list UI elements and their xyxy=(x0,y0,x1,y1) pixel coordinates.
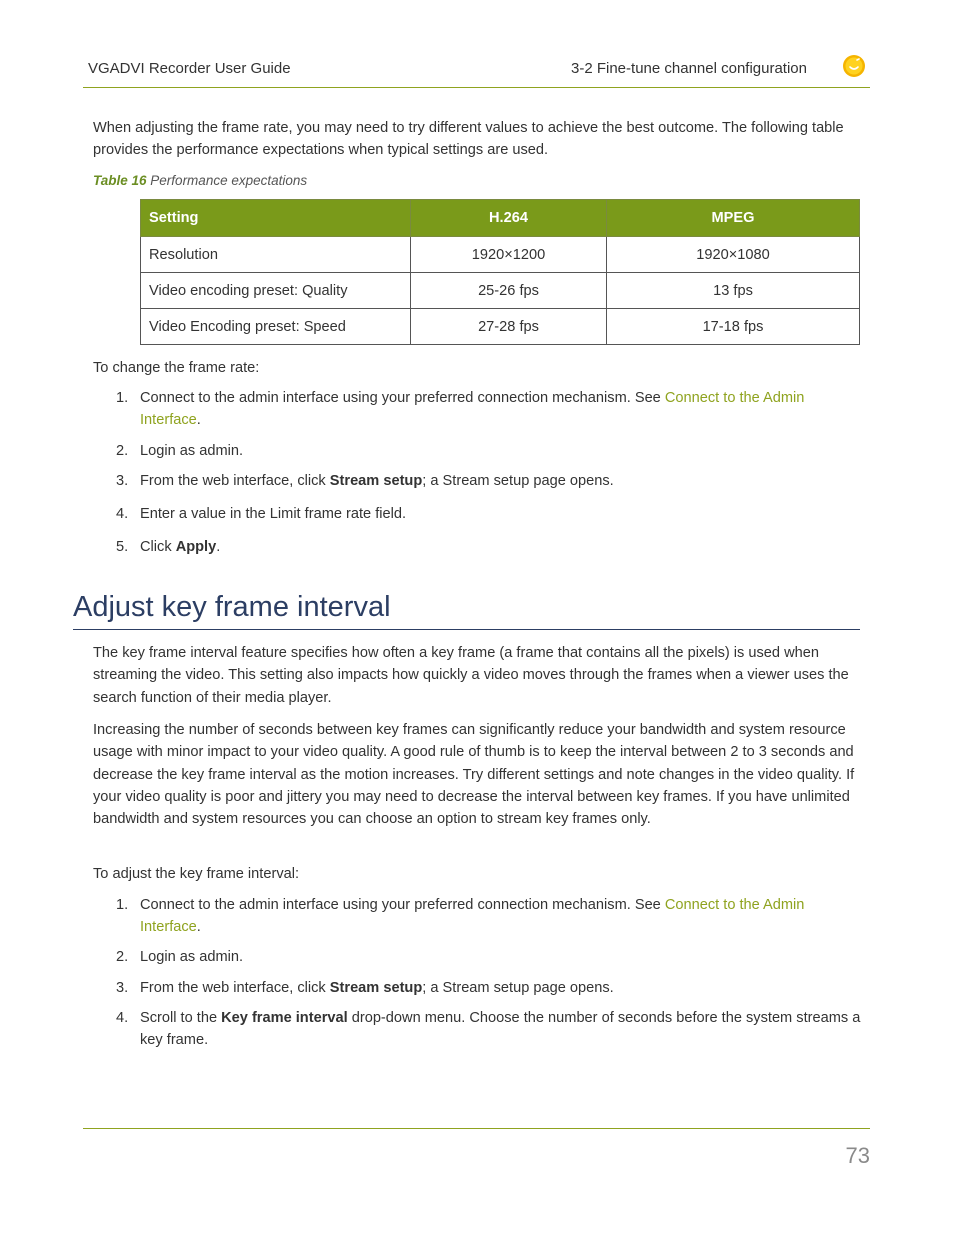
key-frame-step-1 xyxy=(116,894,861,939)
key-frame-step-2 xyxy=(116,946,861,968)
connect-admin-link[interactable]: Connect to the Admin Interface xyxy=(140,390,805,429)
table-header-row xyxy=(141,200,860,237)
step-number: 5. xyxy=(116,539,129,555)
table-cell: Video encoding preset: Quality xyxy=(141,273,411,309)
table-caption-label: Table 16 xyxy=(93,173,147,188)
table-cell: 27-28 fps xyxy=(411,309,607,345)
step-text-pre: From the web interface, click xyxy=(140,980,330,996)
step-text-post: ; a Stream setup page opens. xyxy=(422,473,614,489)
step-text-post: . xyxy=(216,539,221,555)
step-text-pre: From the web interface, click xyxy=(140,473,330,489)
step-number: 4. xyxy=(116,1010,129,1026)
intro-paragraph: When adjusting the frame rate, you may need to try different values to achieve the best outcome. The following table provides the performance expectations when typical settings are used. xyxy=(93,120,844,159)
table-caption xyxy=(93,173,307,188)
smiley-face-icon xyxy=(842,54,866,78)
table-cell: 25-26 fps xyxy=(411,273,607,309)
ui-term: Key frame interval xyxy=(221,1010,348,1026)
frame-rate-step-3 xyxy=(116,470,861,492)
performance-table xyxy=(140,199,860,345)
step-number: 3. xyxy=(116,473,129,489)
step-text xyxy=(140,1007,861,1052)
step-number: 2. xyxy=(116,949,129,965)
ui-term: Stream setup xyxy=(329,980,423,996)
table-cell: 13 fps xyxy=(607,273,860,309)
step-text: Login as admin. xyxy=(140,949,244,965)
step-text-post: . xyxy=(196,919,201,936)
table-row xyxy=(141,309,860,345)
step-text-post: drop-down menu. Choose the number of seconds before the system streams a key frame. xyxy=(140,1010,861,1049)
step-number: 1. xyxy=(116,390,129,406)
step-text xyxy=(140,470,861,492)
table-caption-text: Performance expectations xyxy=(150,173,308,188)
step-text xyxy=(140,387,861,432)
frame-rate-lead: To change the frame rate: xyxy=(93,360,260,376)
step-text xyxy=(140,536,861,558)
table-header-cell: MPEG xyxy=(607,200,860,237)
key-frame-paragraph-2: Increasing the number of seconds between key frames can significantly reduce your bandwidth and system resource usage with minor impact to your video quality. A good rule of thumb is to keep the interval between 2 to 3 seconds and decrease the key frame interval as the motion increases. Try different settings and note changes in the video quality. If your video quality is poor and jittery you may need to decrease the interval between key frames. If you have unlimited bandwidth and system resources you can choose an option to stream key frames only. xyxy=(93,722,855,828)
step-text-post: . xyxy=(196,412,201,429)
table-header-cell: Setting xyxy=(141,200,411,237)
header-rule xyxy=(83,87,870,88)
step-number: 1. xyxy=(116,897,129,913)
key-frame-paragraph-1: The key frame interval feature specifies how often a key frame (a frame that contains all the pixels) is used when streaming the video. This setting also impacts how quickly a video moves through the frames when a viewer uses the search function of their media player. xyxy=(93,645,849,706)
page-number: 73 xyxy=(845,1143,870,1168)
table-header-cell: H.264 xyxy=(411,200,607,237)
ui-term: Apply xyxy=(175,539,217,555)
key-frame-lead: To adjust the key frame interval: xyxy=(93,866,300,882)
step-text-pre: Connect to the admin interface using your preferred connection mechanism. See xyxy=(140,390,665,406)
table-cell: 1920×1080 xyxy=(607,237,860,273)
table-cell: Resolution xyxy=(141,237,411,273)
table-cell: Video Encoding preset: Speed xyxy=(141,309,411,345)
running-header-section: 3-2 Fine-tune channel configuration xyxy=(571,60,807,77)
step-text xyxy=(140,977,861,999)
ui-term: Stream setup xyxy=(329,473,423,489)
section-heading-rule xyxy=(73,629,860,630)
footer-rule xyxy=(83,1128,870,1129)
step-number: 3. xyxy=(116,980,129,996)
key-frame-step-4 xyxy=(116,1007,861,1052)
key-frame-step-3 xyxy=(116,977,861,999)
step-text-pre: Scroll to the xyxy=(140,1010,222,1026)
step-number: 2. xyxy=(116,443,129,459)
step-text-pre: Click xyxy=(140,539,176,555)
section-heading: Adjust key frame interval xyxy=(73,591,391,623)
frame-rate-step-1 xyxy=(116,387,861,432)
connect-admin-link[interactable]: Connect to the Admin Interface xyxy=(140,897,805,936)
frame-rate-step-5 xyxy=(116,536,861,558)
step-number: 4. xyxy=(116,506,129,522)
step-text: Login as admin. xyxy=(140,443,244,459)
frame-rate-step-4 xyxy=(116,503,861,525)
table-row xyxy=(141,273,860,309)
running-header-title: VGADVI Recorder User Guide xyxy=(88,60,291,77)
table-cell: 17-18 fps xyxy=(607,309,860,345)
step-text-post: ; a Stream setup page opens. xyxy=(422,980,614,996)
step-text-pre: Connect to the admin interface using your preferred connection mechanism. See xyxy=(140,897,665,913)
step-text: Enter a value in the Limit frame rate field. xyxy=(140,506,407,522)
step-text xyxy=(140,894,861,939)
table-cell: 1920×1200 xyxy=(411,237,607,273)
table-row xyxy=(141,237,860,273)
frame-rate-step-2 xyxy=(116,440,861,462)
